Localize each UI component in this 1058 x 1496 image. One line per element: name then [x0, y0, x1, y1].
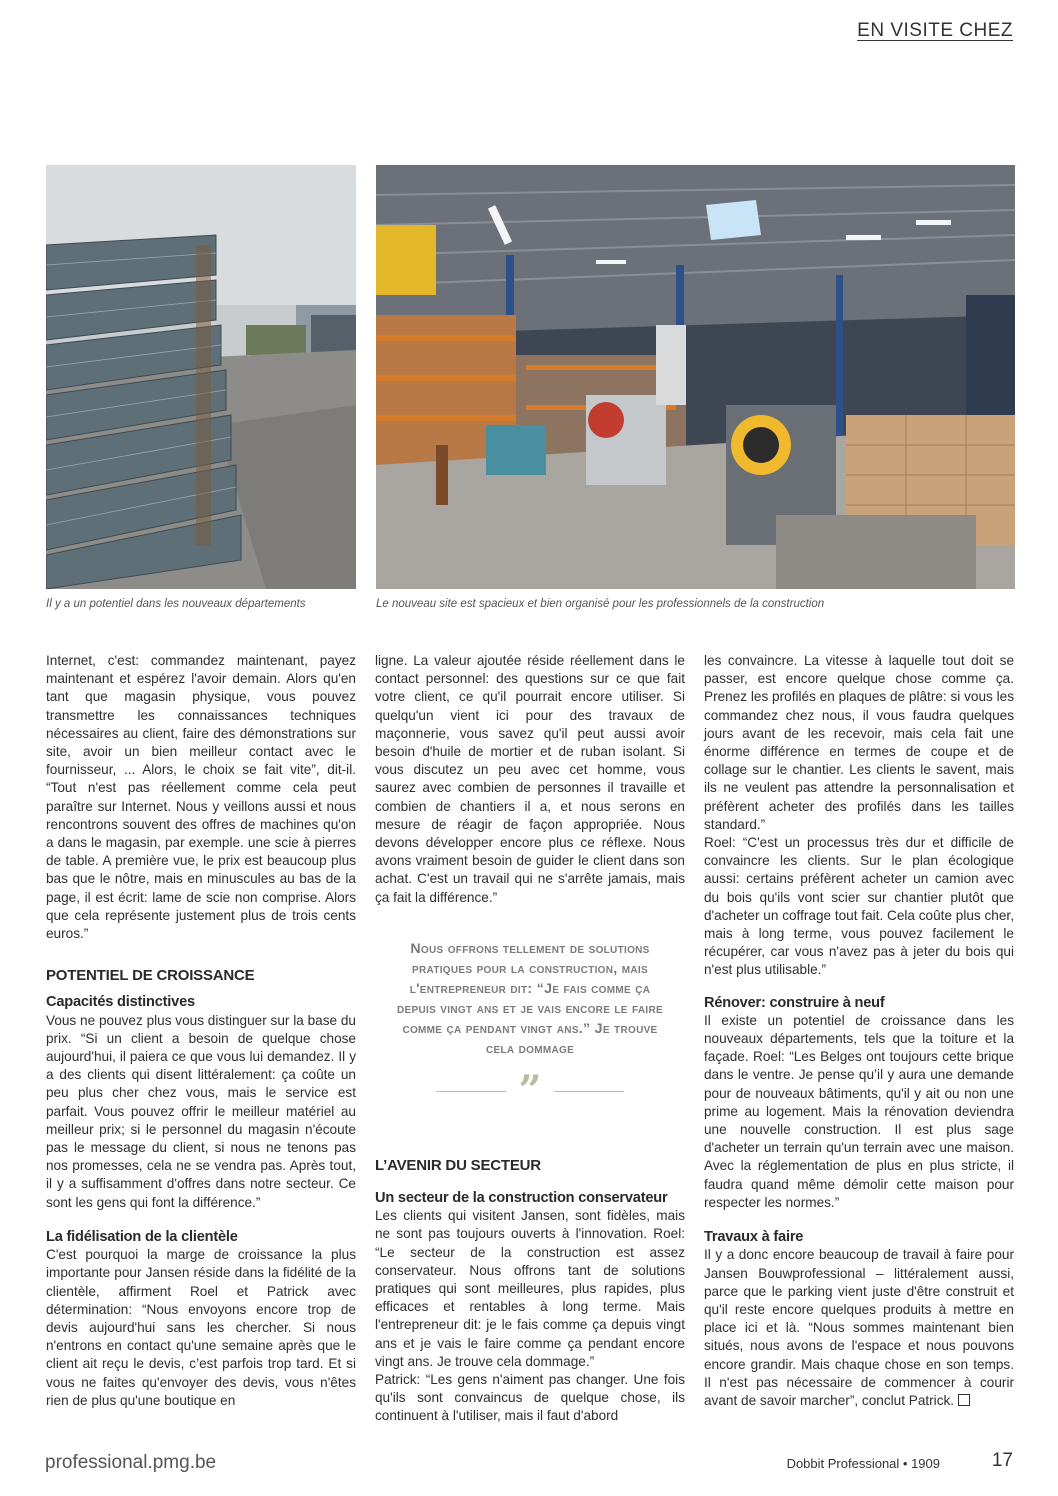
quote-rule-right	[554, 1091, 624, 1092]
subheading-secteur-conservateur: Un secteur de la construction conservateur	[375, 1190, 668, 1207]
photo-caption-left: Il y a un potentiel dans les nouveaux départements	[46, 598, 306, 610]
section-heading-avenir: L’AVENIR DU SECTEUR	[375, 1156, 541, 1174]
quote-rule-left	[436, 1091, 506, 1092]
paragraph: Vous ne pouvez plus vous distinguer sur la base du prix. “Si un client a besoin de quelque chose aujourd'hui, il paiera ce que vous lui demandez. Il y a des clients qui disent littéralement: ça coûte un peu plus cher chez vous, mais le service est parfait. Vous pouvez offrir le meilleur matériel au meilleur prix; si le personnel du magasin n'écoute pas le message du client, si nous ne tenons pas nos promesses, cela ne se vendra pas. Après tout, il y a suffisamment d'offres dans notre secteur. Ce sont les gens qui font la différence.”	[46, 1012, 356, 1210]
paragraph: Il existe un potentiel de croissance dans les nouveaux départements, tels que la toiture et la façade. Roel: “Les Belges ont toujours cette brique dans le ventre. Je pense qu’il y aura une demande pour de nouveaux bâtiments, qu'il y ait ou non une prime au logement. Mais la rénovation deviendra une nouvelle construction. Il est plus sage d'acheter un terrain qu'un terrain avec une maison. Avec la réglementation de plus en plus stricte, il faudra quand même démolir cette maison pour respecter les normes.”	[704, 1012, 1014, 1210]
end-mark-icon	[958, 1394, 970, 1406]
paragraph: Roel: “C'est un processus très dur et difficile de convaincre les clients. Sur le plan écologique aussi: certains préfèrent acheter un camion avec du bois qu'ils vont scier sur chantier plutôt que d'acheter un coffrage tout fait. Cela coûte plus cher, mais à long terme, vous pouvez facilement le récupérer, car vous n'avez pas à jeter du bois qui n'est plus utilisable.”	[704, 835, 1014, 978]
article-column-1	[46, 652, 356, 1410]
article-column-3	[704, 652, 1014, 1410]
footer-publication: Dobbit Professional • 1909	[786, 1456, 940, 1471]
paragraph: Les clients qui visitent Jansen, sont fidèles, mais ne sont pas toujours ouverts à l'innovation. Roel: “Le secteur de la construction est assez conservateur. Nous offrons tant de solutions pratiques qui sont meilleures, plus rapides, plus efficaces et rentables à long terme. Mais l'entrepreneur dit: je le fais comme ça depuis vingt ans et je vais le faire comme ça pendant encore vingt ans. Je trouve cela dommage.”	[375, 1208, 685, 1369]
quote-divider	[375, 1066, 685, 1114]
paragraph: Internet, c'est: commandez maintenant, payez maintenant et espérez l'avoir demain. Alors qu'en tant que magasin physique, vous pouvez transmettre les connaissances techniques nécessaires au client, faire des démonstrations sur site, avoir un bien meilleur contact avec le fournisseur, ... Alors, le choix se fait vite”, dit-il. “Tout n'est pas réellement comme cela peut paraître sur Internet. Nous y veillons aussi et nous rencontrons souvent des offres de machines qu'on a dans le magasin, par exemple. une scie à pierres de table. A première vue, le prix est beaucoup plus bas que le nôtre, mais en minuscules au bas de la page, il est écrit: lame de scie non comprise. Alors que cela représente justement plus de trois cents euros.”	[46, 653, 356, 942]
photo-caption-right: Le nouveau site est spacieux et bien organisé pour les professionnels de la construction	[376, 598, 825, 610]
article-column-2	[375, 652, 685, 1426]
paragraph: les convaincre. La vitesse à laquelle tout doit se passer, est encore quelque chose comme ça. Prenez les profilés en plaques de plâtre: si vous les commandez chez nous, il vous faudra quelques jours avant de les recevoir, mais cela fait une énorme différence en termes de coupe et de collage sur le chantier. Les clients le savent, mais ils ne veulent pas attendre la personnalisation et préfèrent acheter des profilés dans les tailles standard.”	[704, 653, 1014, 832]
photo-outdoor-steel-profiles	[46, 165, 356, 589]
paragraph-text: Il y a donc encore beaucoup de travail à faire pour Jansen Bouwprofessional – littéralement aussi, parce que le parking vient juste d'être construit et qu'il reste encore quelques produits à mettre en place ici et là. “Nous sommes maintenant bien situés, nous avons de l'espace et nous pouvons encore grandir. Mais chaque chose en son temps. Il n'est pas nécessaire de commencer à courir avant de savoir marcher”, conclut Patrick.	[704, 1247, 1014, 1408]
section-heading-potentiel: POTENTIEL DE CROISSANCE	[46, 967, 255, 985]
paragraph: ligne. La valeur ajoutée réside réellement dans le contact personnel: des questions sur ce que fait votre client, ce qu'il pourrait encore utiliser. Si quelqu'un vient ici pour des travaux de maçonnerie, vous savez qu'il peut aussi avoir besoin d'huile de mortier et de ruban isolant. Si vous discutez un peu avec cet homme, vous saurez avec combien de personnes il travaille et combien de chantiers il a, et nous serons en mesure de réagir de façon appropriée. Nous devons développer encore plus ce réflexe. Nous avons vraiment besoin de guider le client dans son achat. C'est un travail qui ne s'arrête jamais, mais ça fait la différence.”	[375, 653, 685, 905]
subheading-capacites: Capacités distinctives	[46, 994, 195, 1011]
pull-quote: Nous offrons tellement de solutions pratiques pour la construction, mais l'entrepreneur dit: “Je fais comme ça depuis vingt ans et je vais encore le faire comme ça pendant vingt ans.” Je trouve cela dommage	[397, 940, 663, 1057]
subheading-travaux: Travaux à faire	[704, 1229, 804, 1246]
paragraph	[704, 1246, 1014, 1410]
page-number: 17	[991, 1450, 1013, 1471]
section-label: EN VISITE CHEZ	[857, 20, 1013, 41]
photo-store-interior	[376, 165, 1015, 589]
paragraph: Patrick: “Les gens n'aiment pas changer. Une fois qu'ils sont convaincus de quelque chose, ils continuent à l'utiliser, mais il faut d'abord	[375, 1372, 685, 1424]
paragraph: C'est pourquoi la marge de croissance la plus importante pour Jansen réside dans la fidélité de la clientèle, affirment Roel et Patrick avec détermination: “Nous envoyons encore trop de devis aujourd'hui sans les chercher. Si nous n'entrons en contact qu'une semaine après que le client ait reçu le devis, c’est parfois trop tard. Et si vous ne faites qu'envoyer des devis, vous n'êtes rien de plus qu'une boutique en	[46, 1247, 356, 1408]
subheading-renover: Rénover: construire à neuf	[704, 994, 885, 1011]
footer-website: professional.pmg.be	[45, 1452, 217, 1473]
quote-mark-icon: ”	[518, 1066, 542, 1114]
subheading-fidelisation: La fidélisation de la clientèle	[46, 1228, 238, 1245]
